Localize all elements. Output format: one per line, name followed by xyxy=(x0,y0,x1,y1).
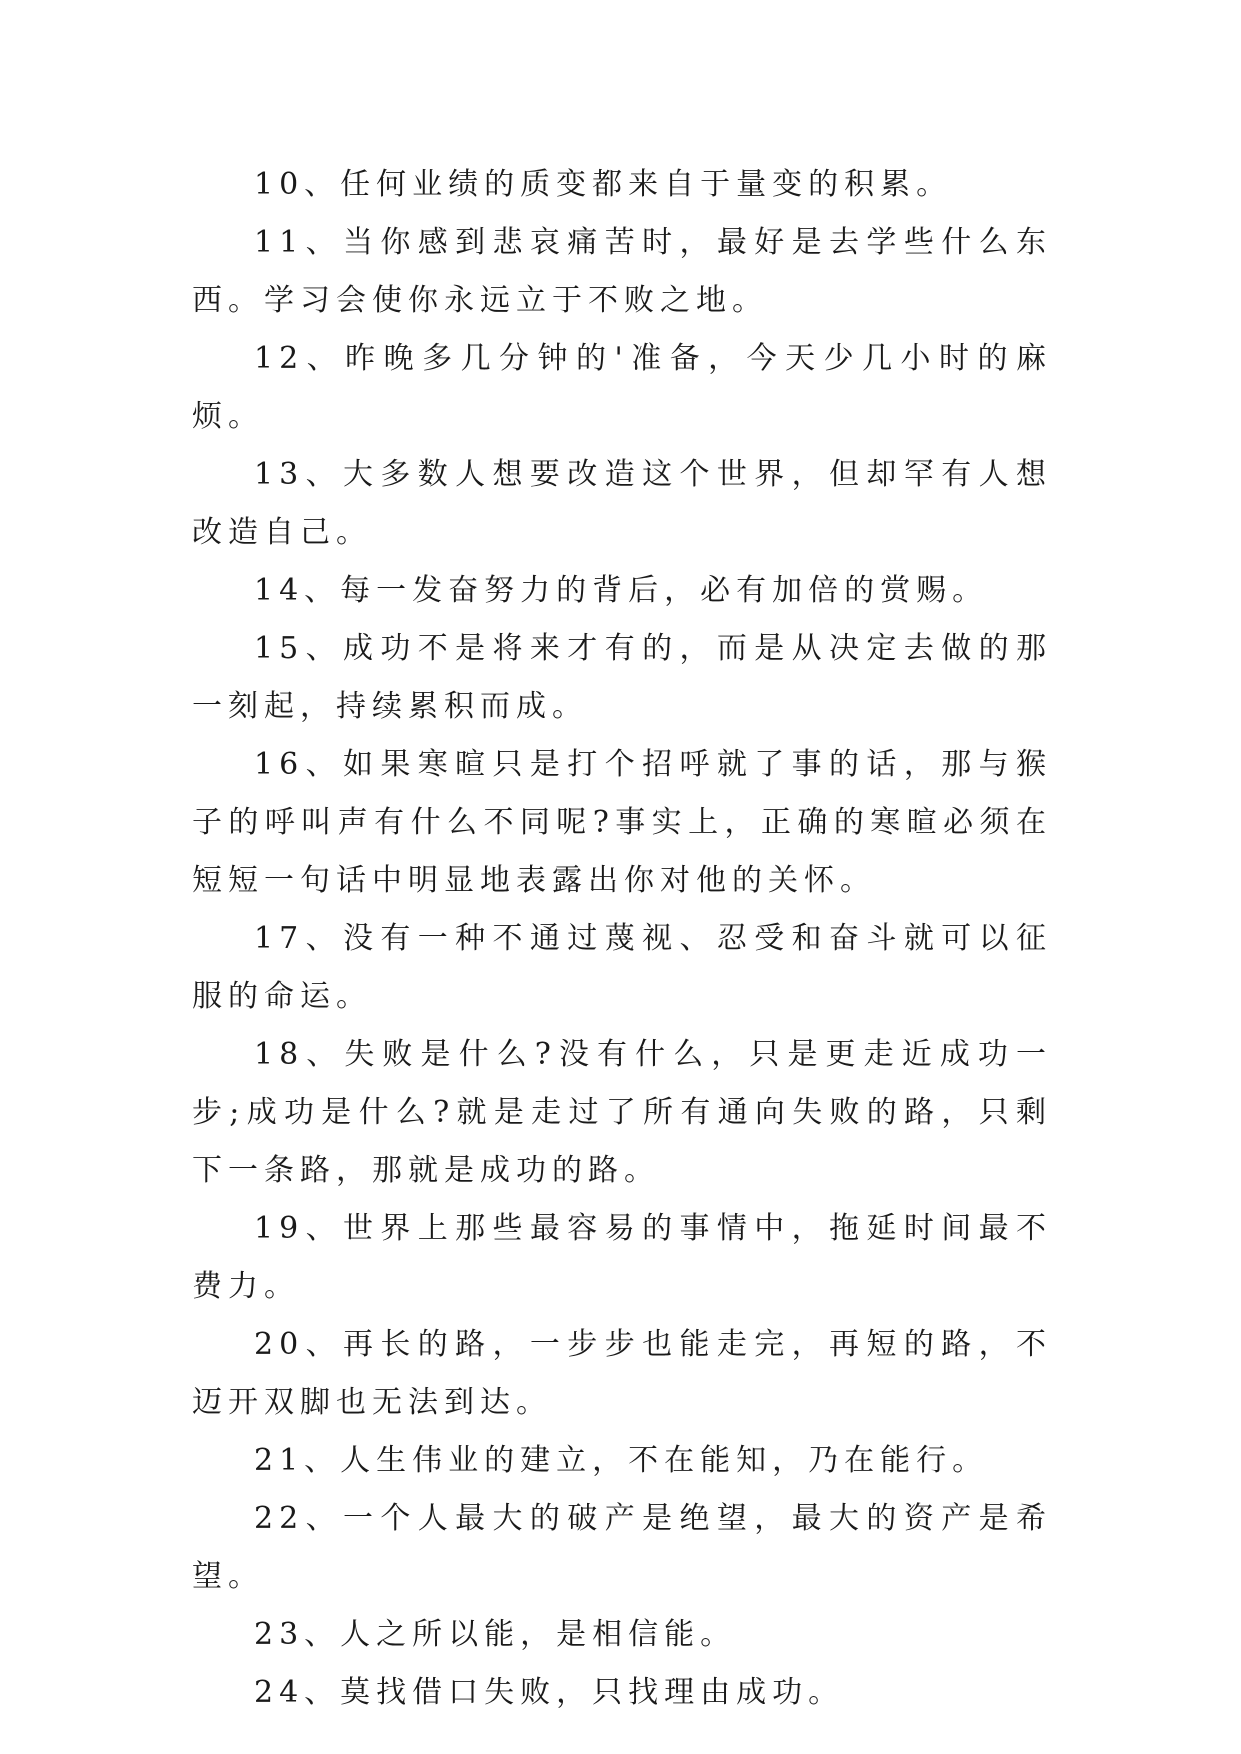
paragraph-23: 23、人之所以能，是相信能。 xyxy=(254,1617,737,1652)
paragraph-16: 16、如果寒暄只是打个招呼就了事的话，那与猴子的呼叫声有什么不同呢?事实上，正确的寒暄必须在短短一句话中明显地表露出你对他的关怀。 xyxy=(192,747,1052,898)
paragraph-13: 13、大多数人想要改造这个世界，但却罕有人想改造自己。 xyxy=(192,457,1052,550)
document-body xyxy=(192,156,1052,1722)
paragraph-12: 12、昨晚多几分钟的'准备，今天少几小时的麻烦。 xyxy=(192,341,1052,434)
paragraph-18: 18、失败是什么?没有什么，只是更走近成功一步;成功是什么?就是走过了所有通向失败的路，只剩下一条路，那就是成功的路。 xyxy=(192,1037,1052,1188)
paragraph-17: 17、没有一种不通过蔑视、忍受和奋斗就可以征服的命运。 xyxy=(192,921,1052,1014)
paragraph-22: 22、一个人最大的破产是绝望，最大的资产是希望。 xyxy=(192,1501,1052,1594)
paragraph-19: 19、世界上那些最容易的事情中，拖延时间最不费力。 xyxy=(192,1211,1052,1304)
paragraph-14: 14、每一发奋努力的背后，必有加倍的赏赐。 xyxy=(254,573,989,608)
paragraph-11: 11、当你感到悲哀痛苦时，最好是去学些什么东西。学习会使你永远立于不败之地。 xyxy=(192,225,1052,318)
paragraph-21: 21、人生伟业的建立，不在能知，乃在能行。 xyxy=(254,1443,989,1478)
paragraph-15: 15、成功不是将来才有的，而是从决定去做的那一刻起，持续累积而成。 xyxy=(192,631,1052,724)
paragraph-24: 24、莫找借口失败，只找理由成功。 xyxy=(254,1675,845,1710)
paragraph-20: 20、再长的路，一步步也能走完，再短的路，不迈开双脚也无法到达。 xyxy=(192,1327,1052,1420)
paragraph-10: 10、任何业绩的质变都来自于量变的积累。 xyxy=(254,167,953,202)
